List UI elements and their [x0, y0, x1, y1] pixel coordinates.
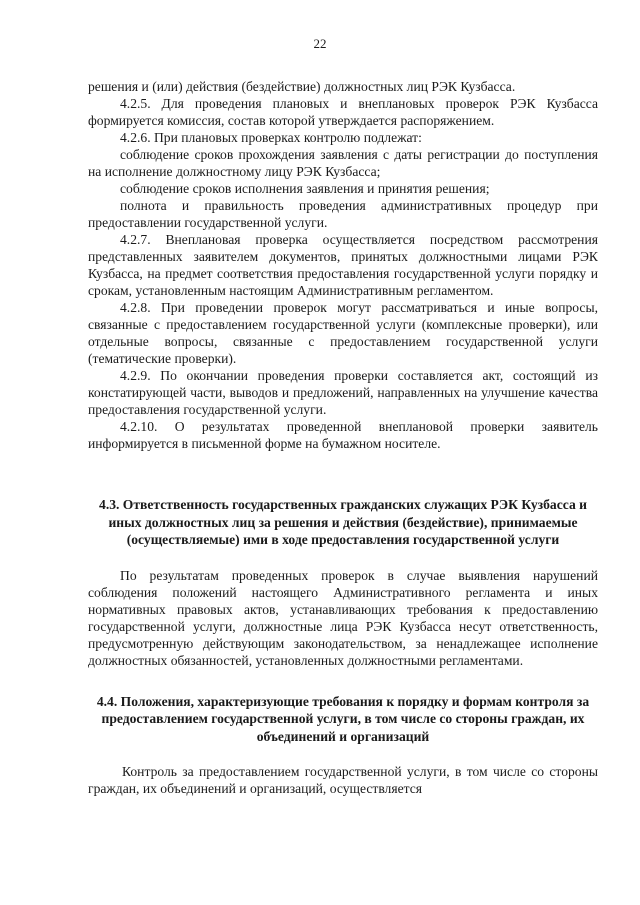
section-4-4-heading: 4.4. Положения, характеризующие требования к порядку и формам контроля за предоставлением государственной услуги, в том числе со стороны граждан, их объединений и организаций — [96, 693, 590, 744]
paragraph-4-2-5: 4.2.5. Для проведения плановых и внеплановых проверок РЭК Кузбасса формируется комиссия, состав которой утверждается распоряжением. — [88, 96, 598, 128]
paragraph-deadline-execution: соблюдение сроков исполнения заявления и принятия решения; — [120, 181, 490, 196]
paragraph-4-2-10: 4.2.10. О результатах проведенной внеплановой проверки заявитель информируется в письменной форме на бумажном носителе. — [88, 419, 598, 451]
section-4-4-body: Контроль за предоставлением государственной услуги, в том числе со стороны граждан, их объединений и организаций, осуществляется — [88, 764, 598, 796]
paragraph-completeness: полнота и правильность проведения административных процедур при предоставлении государственной услуги. — [88, 198, 598, 230]
paragraph-4-2-6: 4.2.6. При плановых проверках контролю подлежат: — [120, 130, 422, 145]
paragraph-continuation: решения и (или) действия (бездействие) должностных лиц РЭК Кузбасса. — [88, 79, 516, 94]
section-4-3-heading: 4.3. Ответственность государственных гражданских служащих РЭК Кузбасса и иных должностных лиц за решения и действия (бездействие), принимаемые (осуществляемые) ими в ходе предоставления государственной услуги — [99, 497, 587, 547]
paragraph-deadline-registration: соблюдение сроков прохождения заявления с даты регистрации до поступления на исполнение должностному лицу РЭК Кузбасса; — [88, 147, 598, 179]
paragraph-4-2-7: 4.2.7. Внеплановая проверка осуществляется посредством рассмотрения представленных заявителем документов, принятых должностными лицами РЭК Кузбасса, на предмет соответствия предоставления государственной услуги порядку и срокам, установленным настоящим Административным регламентом. — [88, 232, 598, 298]
paragraph-4-2-9: 4.2.9. По окончании проведения проверки составляется акт, состоящий из констатирующей части, выводов и предложений, направленных на улучшение качества предоставления государственной услуги. — [88, 368, 598, 417]
page-number: 22 — [313, 36, 327, 51]
document-body — [88, 78, 598, 797]
paragraph-4-2-8: 4.2.8. При проведении проверок могут рассматриваться и иные вопросы, связанные с предоставлением государственной услуги (комплексные проверки), или отдельные вопросы, связанные с предоставлением государственной услуги (тематические проверки). — [88, 300, 598, 366]
section-4-3-body: По результатам проведенных проверок в случае выявления нарушений соблюдения положений настоящего Административного регламента и иных нормативных правовых актов, устанавливающих требования к предоставлению государственной услуги, должностные лица РЭК Кузбасса несут ответственность, предусмотренную действующим законодательством, за ненадлежащее исполнение должностных обязанностей, установленных должностными регламентами. — [88, 567, 598, 668]
